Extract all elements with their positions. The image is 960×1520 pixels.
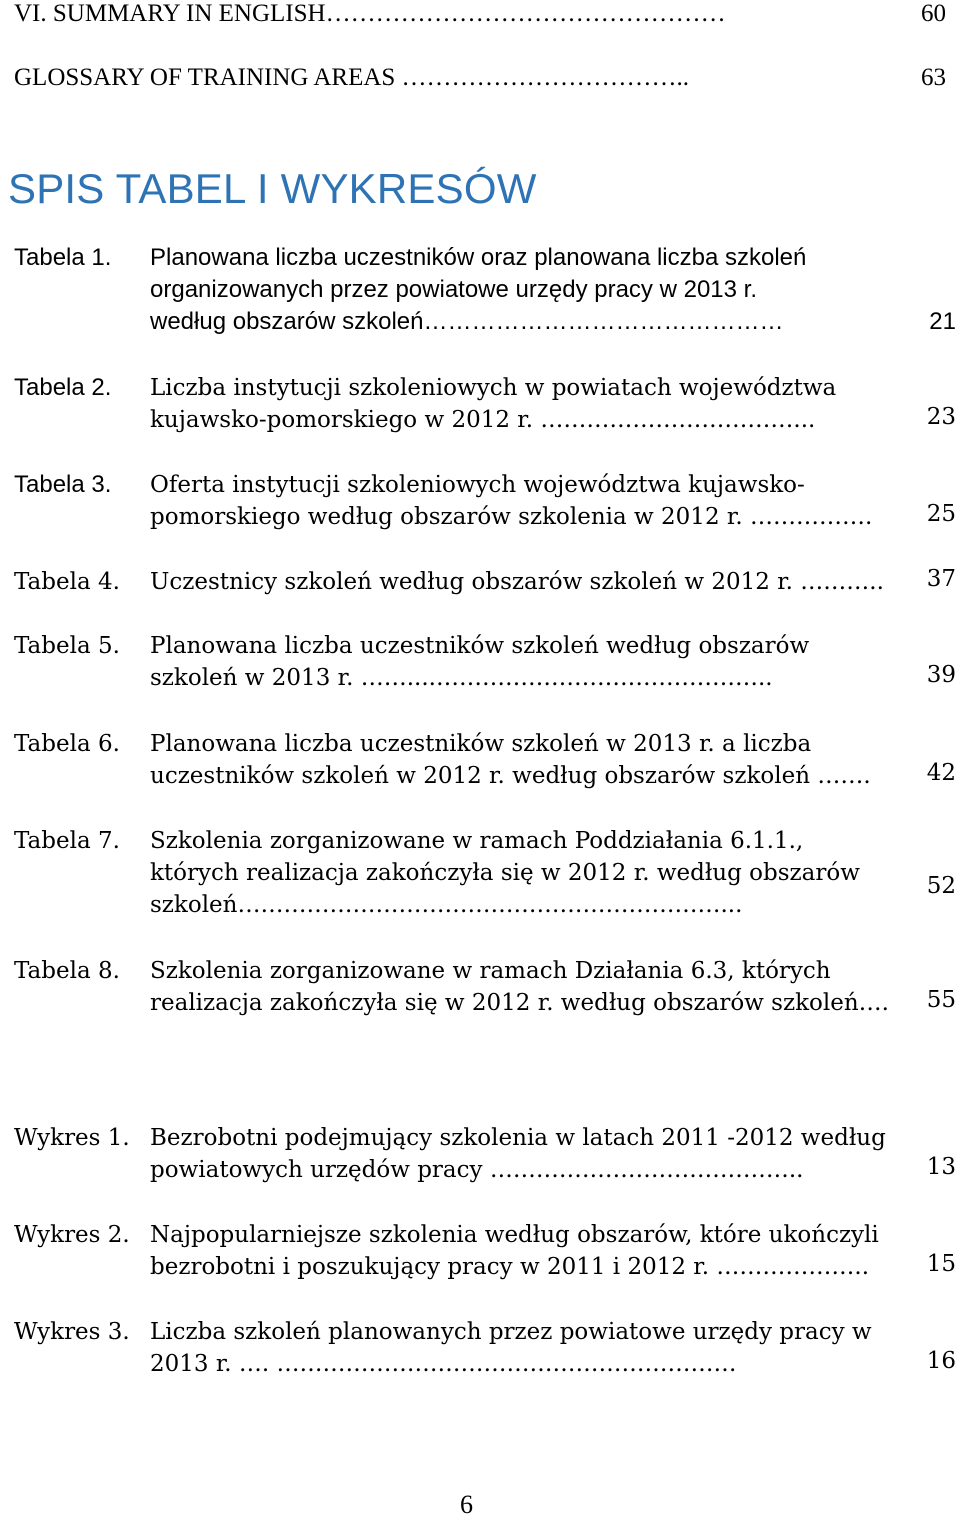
toc-page: 63 <box>921 64 946 91</box>
table-label: Tabela 8. <box>14 958 120 984</box>
table-caption-line[interactable]: szkoleń w 2013 r. ……....…………………………………….. <box>150 665 773 691</box>
table-caption-line[interactable]: Szkolenia zorganizowane w ramach Poddziałania 6.1.1., <box>150 828 804 854</box>
toc-label: VI. SUMMARY IN ENGLISH………………………………………… <box>14 0 726 27</box>
table-label: Tabela 7. <box>14 828 120 854</box>
table-label: Tabela 2. <box>14 374 112 401</box>
table-caption-line[interactable]: organizowanych przez powiatowe urzędy pracy w 2013 r. <box>150 276 757 303</box>
table-label: Tabela 6. <box>14 731 120 757</box>
table-caption-line[interactable]: Oferta instytucji szkoleniowych województwa kujawsko- <box>150 472 805 498</box>
chart-label: Wykres 2. <box>14 1222 130 1248</box>
page-title: SPIS TABEL I WYKRESÓW <box>8 165 537 212</box>
chart-page: 16 <box>926 1348 956 1374</box>
table-page: 25 <box>926 501 956 527</box>
page-number: 6 <box>460 1490 473 1519</box>
chart-caption-line[interactable]: 2013 r. …. …………………………………………………… <box>150 1351 737 1377</box>
table-page: 42 <box>926 760 956 786</box>
table-page: 52 <box>926 873 956 899</box>
table-caption-line[interactable]: których realizacja zakończyła się w 2012 r. według obszarów <box>150 860 860 886</box>
toc-entry-glossary[interactable] <box>14 62 689 94</box>
toc-page: 60 <box>921 0 946 27</box>
table-caption-line[interactable]: kujawsko-pomorskiego w 2012 r. ……………………………... <box>150 407 816 433</box>
chart-caption-line[interactable]: bezrobotni i poszukujący pracy w 2011 i 2012 r. ……………….. <box>150 1254 870 1280</box>
chart-label: Wykres 1. <box>14 1125 130 1151</box>
table-label: Tabela 4. <box>14 569 120 595</box>
toc-entry-summary[interactable] <box>14 0 726 30</box>
table-label: Tabela 5. <box>14 633 120 659</box>
chart-caption-line[interactable]: Bezrobotni podejmujący szkolenia w latach 2011 -2012 według <box>150 1125 886 1151</box>
table-page: 37 <box>926 566 956 592</box>
chart-label: Wykres 3. <box>14 1319 130 1345</box>
table-caption-line[interactable]: Szkolenia zorganizowane w ramach Działania 6.3, których <box>150 958 831 984</box>
table-caption-line[interactable]: szkoleń………………………………………………………... <box>150 892 743 918</box>
table-page: 23 <box>926 404 956 430</box>
table-caption-line[interactable]: Planowana liczba uczestników szkoleń w 2013 r. a liczba <box>150 731 812 757</box>
table-caption-line[interactable]: według obszarów szkoleń……………………………………… <box>150 308 784 335</box>
table-caption-line[interactable]: Uczestnicy szkoleń według obszarów szkoleń w 2012 r. ……….. <box>150 569 884 595</box>
table-label: Tabela 1. <box>14 244 112 271</box>
chart-page: 15 <box>926 1251 956 1277</box>
chart-page: 13 <box>926 1154 956 1180</box>
chart-caption-line[interactable]: Liczba szkoleń planowanych przez powiatowe urzędy pracy w <box>150 1319 872 1345</box>
table-label: Tabela 3. <box>14 471 112 498</box>
chart-caption-line[interactable]: powiatowych urzędów pracy ………………………………….. <box>150 1157 804 1183</box>
table-caption-line[interactable]: pomorskiego według obszarów szkolenia w 2012 r. ……………. <box>150 504 873 530</box>
table-page: 21 <box>929 308 956 335</box>
table-page: 39 <box>926 662 956 688</box>
table-caption-line[interactable]: Liczba instytucji szkoleniowych w powiatach województwa <box>150 375 837 401</box>
chart-caption-line[interactable]: Najpopularniejsze szkolenia według obszarów, które ukończyli <box>150 1222 879 1248</box>
table-page: 55 <box>926 987 956 1013</box>
table-caption-line[interactable]: Planowana liczba uczestników oraz planowana liczba szkoleń <box>150 244 807 271</box>
table-caption-line[interactable]: Planowana liczba uczestników szkoleń według obszarów <box>150 633 810 659</box>
table-caption-line[interactable]: uczestników szkoleń w 2012 r. według obszarów szkoleń ……. <box>150 763 871 789</box>
toc-label: GLOSSARY OF TRAINING AREAS …………………………….. <box>14 64 690 91</box>
table-caption-line[interactable]: realizacja zakończyła się w 2012 r. według obszarów szkoleń…. <box>150 990 889 1016</box>
